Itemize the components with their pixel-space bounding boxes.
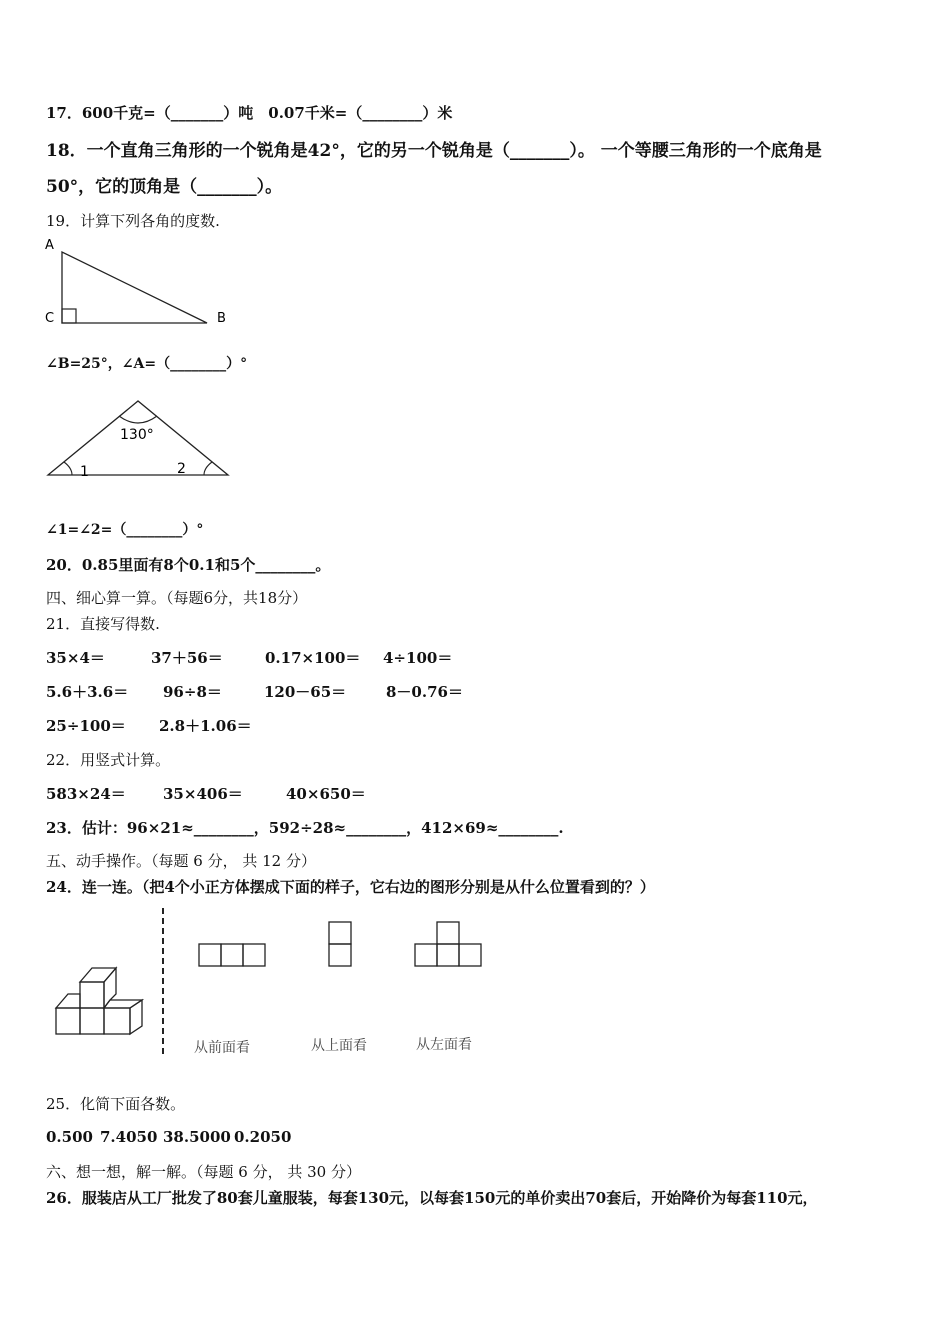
calc-item: 2.8＋1.06＝ — [159, 717, 252, 735]
right-triangle-figure — [40, 234, 240, 334]
calc-item: 4÷100＝ — [383, 649, 453, 667]
number-item: 0.2050 — [234, 1128, 292, 1146]
question-25: 25．化简下面各数。 — [46, 1095, 186, 1113]
number-item: 38.5000 — [163, 1128, 231, 1146]
calc-item: 583×24＝ — [46, 785, 126, 803]
angle-2-label: 2 — [177, 461, 186, 477]
calc-item: 37＋56＝ — [151, 649, 223, 667]
cube-stack-drawing — [56, 968, 142, 1034]
calc-item: 35×406＝ — [163, 785, 243, 803]
vertex-b-label: B — [217, 311, 226, 326]
section-6-heading: 六、想一想，解一解。（每题 6 分， 共 30 分） — [46, 1163, 361, 1181]
obtuse-triangle-figure — [44, 396, 234, 482]
angle-130-label: 130° — [120, 427, 154, 443]
calc-item: 8－0.76＝ — [386, 683, 463, 701]
calc-item: 25÷100＝ — [46, 717, 126, 735]
calc-item: 96÷8＝ — [163, 683, 222, 701]
left-view-shape — [415, 922, 481, 966]
question-19-answer-2: ∠1=∠2=（________）° — [46, 522, 204, 538]
cube-views-figure — [46, 904, 506, 1060]
calc-item: 35×4＝ — [46, 649, 105, 667]
section-4-heading: 四、细心算一算。（每题6分，共18分） — [46, 589, 308, 607]
question-24: 24．连一连。（把4个小正方体摆成下面的样子，它右边的图形分别是从什么位置看到的？） — [46, 878, 655, 896]
question-19-answer-1: ∠B=25°，∠A=（________）° — [46, 356, 248, 372]
vertex-c-label: C — [45, 311, 55, 326]
calc-item: 40×650＝ — [286, 785, 366, 803]
view-label-left: 从左面看 — [416, 1037, 472, 1053]
question-23: 23．估计：96×21≈________，592÷28≈________，412×69≈________. — [46, 819, 564, 837]
front-view-shape — [199, 944, 265, 966]
question-17: 17．600千克=（_______）吨 0.07千米=（________）米 — [46, 104, 453, 122]
question-18-line-2: 50°，它的顶角是（_______）。 — [46, 177, 283, 197]
calc-item: 0.17×100＝ — [265, 649, 361, 667]
question-22: 22．用竖式计算。 — [46, 751, 171, 769]
question-21: 21．直接写得数. — [46, 615, 160, 633]
section-5-heading: 五、动手操作。（每题 6 分， 共 12 分） — [46, 852, 316, 870]
number-item: 0.500 — [46, 1128, 93, 1146]
vertex-a-label: A — [45, 238, 54, 253]
calc-item: 5.6＋3.6＝ — [46, 683, 129, 701]
question-26: 26．服装店从工厂批发了80套儿童服装，每套130元，以每套150元的单价卖出70套后，开始降价为每套110元， — [46, 1189, 818, 1207]
view-label-top: 从上面看 — [311, 1038, 367, 1054]
number-item: 7.4050 — [100, 1128, 158, 1146]
angle-1-label: 1 — [80, 464, 89, 480]
question-19: 19．计算下列各角的度数. — [46, 212, 220, 230]
view-label-front: 从前面看 — [194, 1040, 250, 1056]
question-18-line-1: 18．一个直角三角形的一个锐角是42°，它的另一个锐角是（_______）。 一个等腰三角形的一个底角是 — [46, 141, 822, 161]
top-view-shape — [329, 922, 351, 966]
calc-item: 120－65＝ — [264, 683, 347, 701]
question-20: 20．0.85里面有8个0.1和5个________。 — [46, 556, 331, 574]
